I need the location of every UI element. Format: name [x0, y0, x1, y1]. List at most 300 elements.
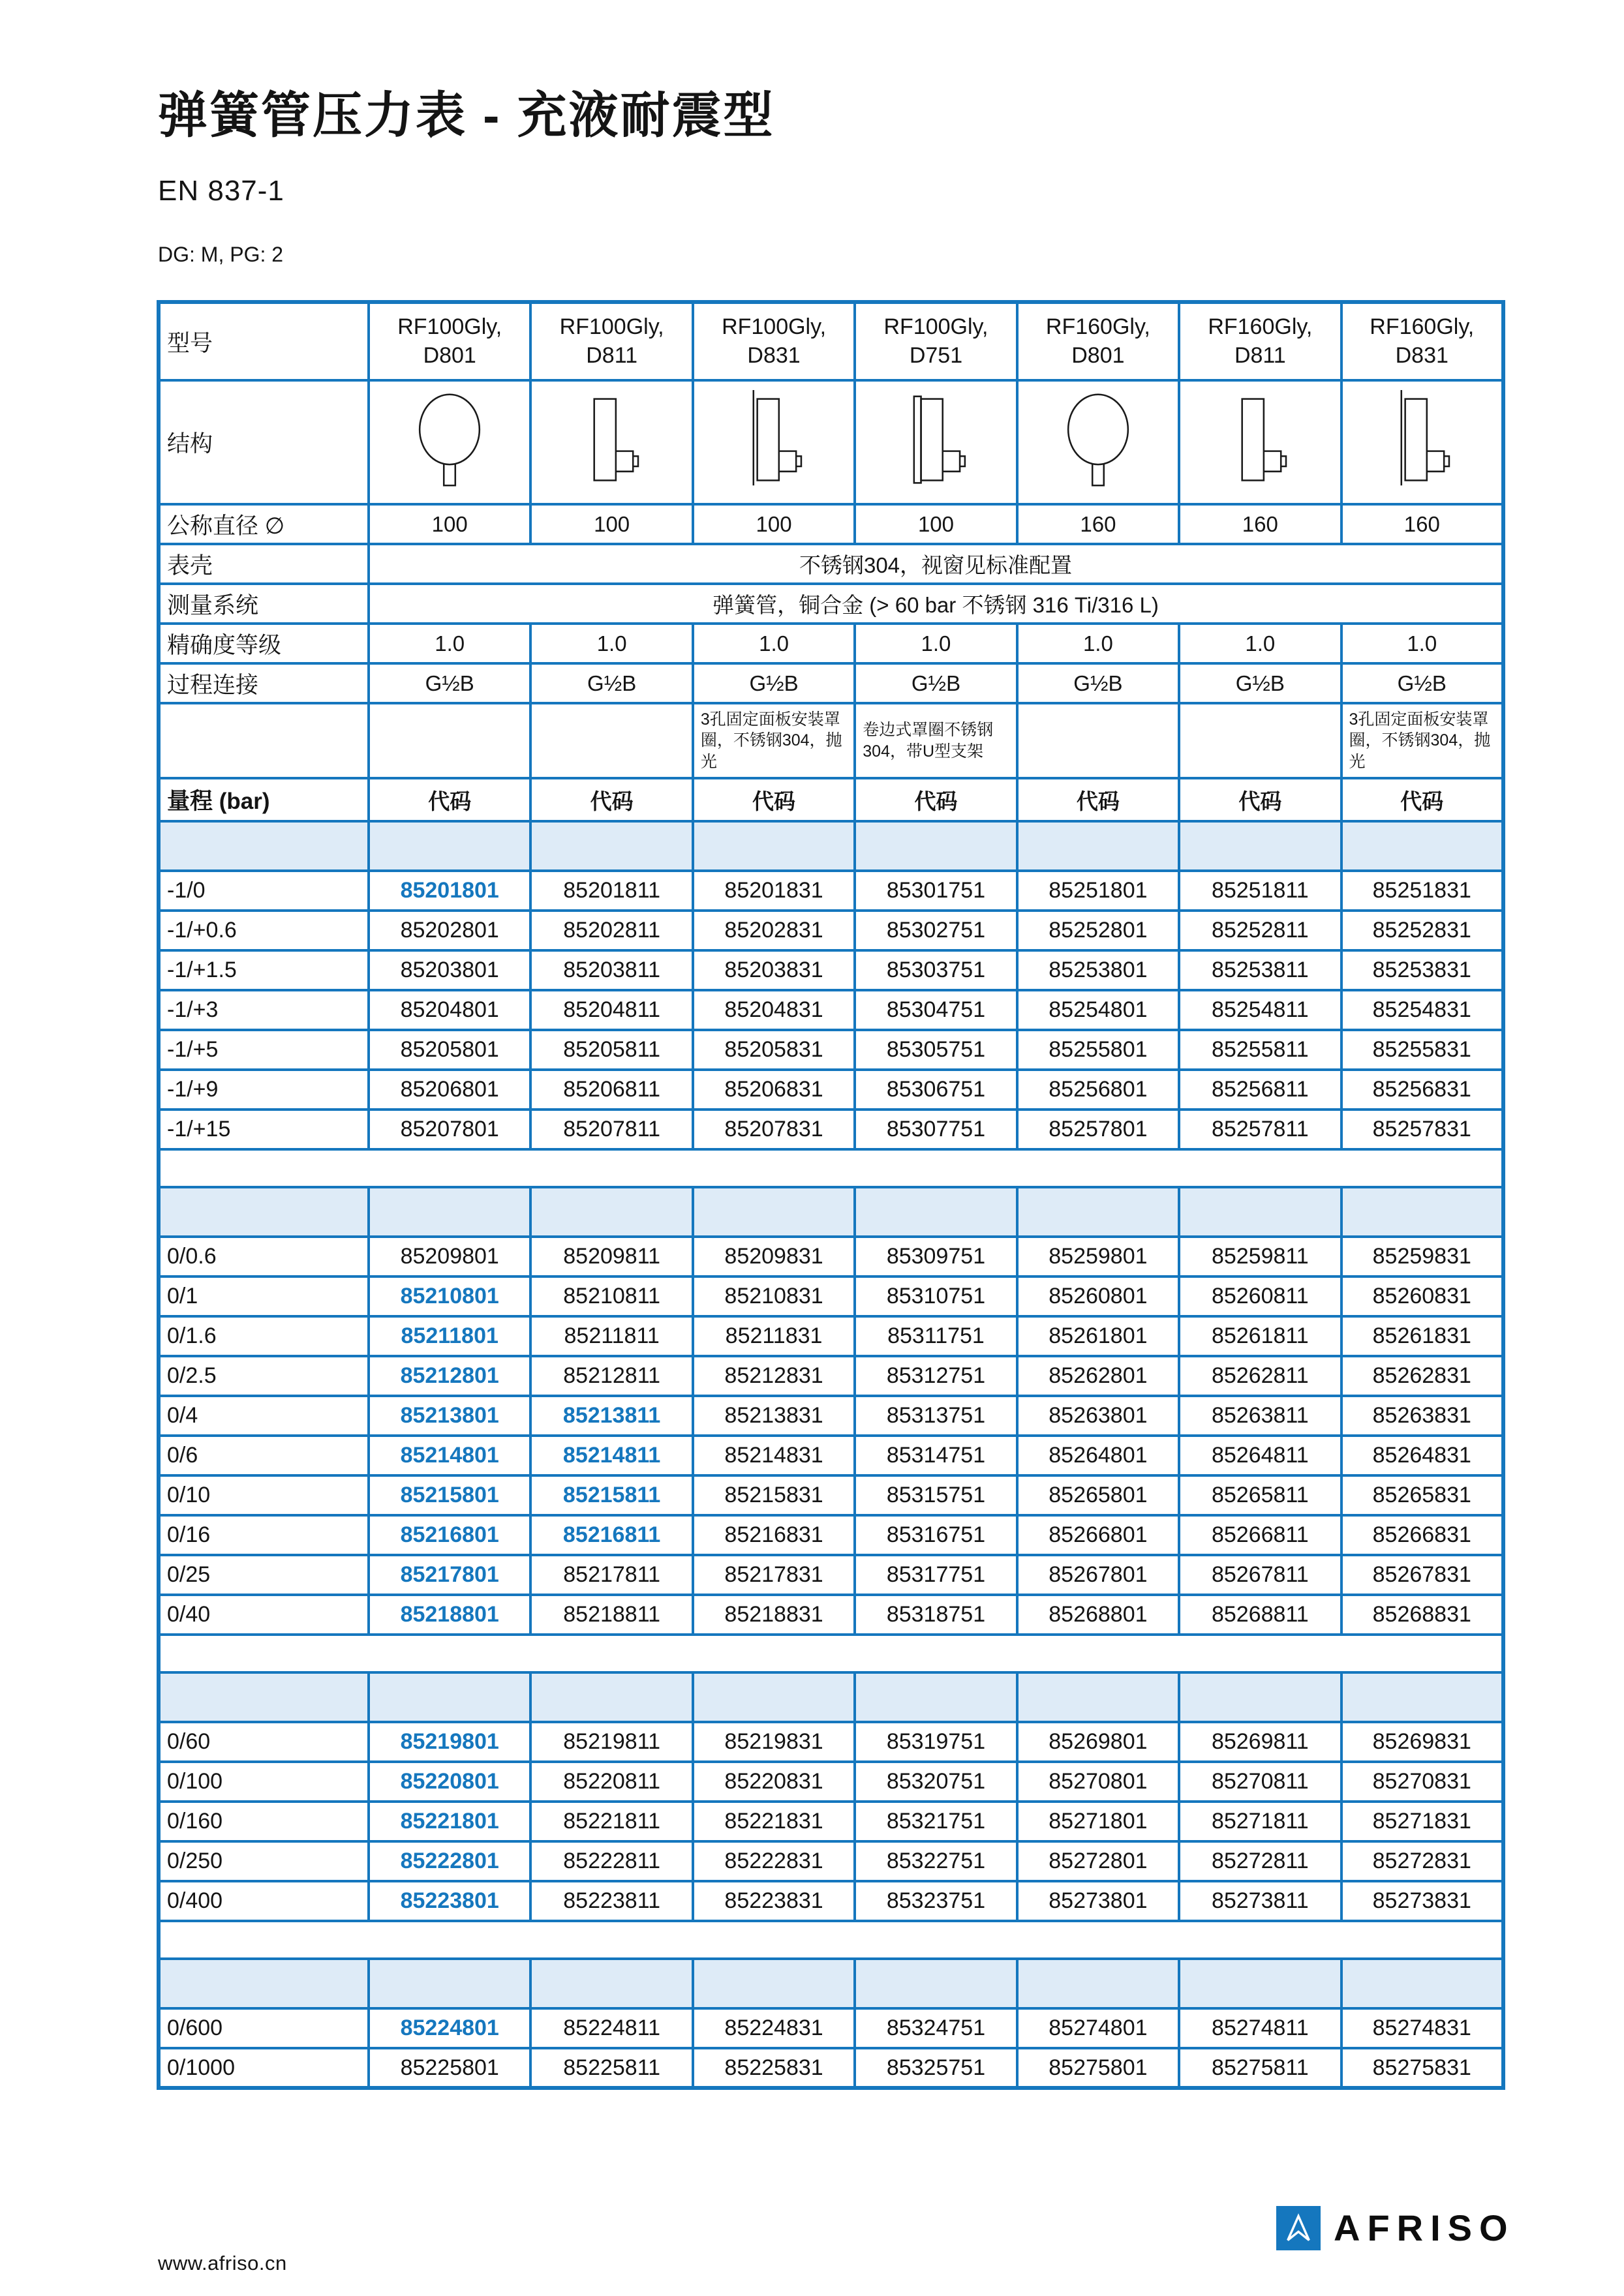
range-row — [159, 1316, 1503, 1356]
column-header-series: RF100Gly, — [559, 314, 664, 339]
order-code: 85305751 — [855, 1030, 1017, 1070]
order-code: 85201801 — [369, 871, 530, 911]
order-code: 85309751 — [855, 1237, 1017, 1276]
group-divider-cell — [1017, 1959, 1179, 2008]
group-divider-cell — [1341, 821, 1503, 871]
range-value: 0/1.6 — [159, 1316, 369, 1356]
group-divider-cell — [855, 1672, 1017, 1722]
spec-value: 1.0 — [1179, 624, 1341, 663]
spec-value: 100 — [369, 504, 530, 544]
order-code: 85264801 — [1017, 1436, 1179, 1475]
order-code: 85266801 — [1017, 1515, 1179, 1555]
order-code: 85263801 — [1017, 1396, 1179, 1436]
group-divider-cell — [530, 1959, 692, 2008]
column-header-series: RF160Gly, — [1370, 314, 1475, 339]
order-code: 85201811 — [530, 871, 692, 911]
order-code: 85207831 — [693, 1110, 855, 1149]
order-code: 85209801 — [369, 1237, 530, 1276]
gauge-side-panel-view-icon — [728, 389, 820, 493]
range-row — [159, 2008, 1503, 2048]
structure-cell — [1179, 380, 1341, 504]
group-gap-cell — [159, 1921, 1503, 1959]
column-header-variant: D811 — [1234, 342, 1286, 368]
order-code: 85268811 — [1179, 1595, 1341, 1635]
order-code: 85264811 — [1179, 1436, 1341, 1475]
order-code: 85270831 — [1341, 1762, 1503, 1802]
range-row — [159, 1595, 1503, 1635]
order-code: 85260801 — [1017, 1276, 1179, 1316]
order-code: 85202811 — [530, 911, 692, 950]
group-divider-cell — [1179, 1187, 1341, 1237]
order-code: 85252831 — [1341, 911, 1503, 950]
range-row — [159, 1515, 1503, 1555]
group-divider-cell — [693, 1959, 855, 2008]
range-value: 0/10 — [159, 1475, 369, 1515]
order-code: 85270801 — [1017, 1762, 1179, 1802]
order-code: 85314751 — [855, 1436, 1017, 1475]
code-header: 代码 — [530, 778, 692, 821]
order-code: 85315751 — [855, 1475, 1017, 1515]
order-code: 85222801 — [369, 1841, 530, 1881]
dg-pg-note: DG: M, PG: 2 — [158, 243, 284, 266]
spec-value: 1.0 — [1017, 624, 1179, 663]
order-code: 85259801 — [1017, 1237, 1179, 1276]
group-gap-row — [159, 1635, 1503, 1672]
order-code: 85207811 — [530, 1110, 692, 1149]
group-divider-cell — [1017, 1187, 1179, 1237]
order-code: 85310751 — [855, 1276, 1017, 1316]
column-header — [530, 302, 692, 380]
order-code: 85223811 — [530, 1881, 692, 1921]
spec-value: 1.0 — [693, 624, 855, 663]
group-divider-cell — [855, 821, 1017, 871]
order-code: 85224801 — [369, 2008, 530, 2048]
order-code: 85206831 — [693, 1070, 855, 1110]
group-divider-cell — [1179, 821, 1341, 871]
code-header: 代码 — [1179, 778, 1341, 821]
group-divider-cell — [530, 821, 692, 871]
order-code: 85206811 — [530, 1070, 692, 1110]
order-code: 85273801 — [1017, 1881, 1179, 1921]
order-code: 85211831 — [693, 1316, 855, 1356]
group-divider-cell — [369, 1187, 530, 1237]
order-code: 85257811 — [1179, 1110, 1341, 1149]
order-code: 85262811 — [1179, 1356, 1341, 1396]
order-code: 85269811 — [1179, 1722, 1341, 1762]
range-row — [159, 950, 1503, 990]
group-divider-row — [159, 1959, 1503, 2008]
order-code: 85216831 — [693, 1515, 855, 1555]
range-header-row — [159, 778, 1503, 821]
order-code: 85217801 — [369, 1555, 530, 1595]
order-code: 85254811 — [1179, 990, 1341, 1030]
group-gap-row — [159, 1149, 1503, 1187]
column-header-series: RF100Gly, — [883, 314, 988, 339]
group-gap-cell — [159, 1635, 1503, 1672]
group-gap-cell — [159, 1149, 1503, 1187]
order-code: 85321751 — [855, 1802, 1017, 1841]
spec-value: G½B — [530, 663, 692, 703]
spec-label-accuracy: 精确度等级 — [159, 624, 369, 663]
order-code: 85213811 — [530, 1396, 692, 1436]
order-code: 85318751 — [855, 1595, 1017, 1635]
note-cell-empty — [1179, 703, 1341, 778]
order-code: 85272801 — [1017, 1841, 1179, 1881]
range-row — [159, 1881, 1503, 1921]
group-divider-cell — [855, 1187, 1017, 1237]
spec-row-diameter — [159, 504, 1503, 544]
order-code: 85253831 — [1341, 950, 1503, 990]
order-code: 85274811 — [1179, 2008, 1341, 2048]
order-code: 85204811 — [530, 990, 692, 1030]
spec-row-measuring-system — [159, 584, 1503, 624]
note-cell-empty — [1017, 703, 1179, 778]
group-divider-cell — [1179, 1672, 1341, 1722]
group-divider-cell — [1341, 1187, 1503, 1237]
order-code: 85267801 — [1017, 1555, 1179, 1595]
note-cell-empty — [369, 703, 530, 778]
order-code: 85252811 — [1179, 911, 1341, 950]
note-cell-empty — [159, 703, 369, 778]
group-divider-cell — [693, 821, 855, 871]
group-divider-cell — [1017, 1672, 1179, 1722]
range-value: 0/1 — [159, 1276, 369, 1316]
spec-row-connection — [159, 663, 1503, 703]
order-code: 85202801 — [369, 911, 530, 950]
order-code: 85255801 — [1017, 1030, 1179, 1070]
range-value: 0/60 — [159, 1722, 369, 1762]
range-row — [159, 1396, 1503, 1436]
model-row — [159, 302, 1503, 380]
structure-cell — [369, 380, 530, 504]
group-divider-cell — [1179, 1959, 1341, 2008]
range-value: -1/+0.6 — [159, 911, 369, 950]
order-code: 85253801 — [1017, 950, 1179, 990]
range-row — [159, 1436, 1503, 1475]
order-code: 85317751 — [855, 1555, 1017, 1595]
order-code: 85324751 — [855, 2008, 1017, 2048]
column-header — [369, 302, 530, 380]
order-code: 85272831 — [1341, 1841, 1503, 1881]
spec-value: G½B — [1341, 663, 1503, 703]
structure-cell — [530, 380, 692, 504]
order-code: 85263831 — [1341, 1396, 1503, 1436]
column-header — [1017, 302, 1179, 380]
order-code: 85271801 — [1017, 1802, 1179, 1841]
order-code: 85251801 — [1017, 871, 1179, 911]
column-header-series: RF160Gly, — [1208, 314, 1313, 339]
note-cell: 卷边式罩圈不锈钢304，带U型支架 — [855, 703, 1017, 778]
order-code: 85265811 — [1179, 1475, 1341, 1515]
ranges-body — [159, 302, 1503, 2088]
spec-label-measuring-system: 测量系统 — [159, 584, 369, 624]
range-value: 0/1000 — [159, 2048, 369, 2088]
order-code: 85255831 — [1341, 1030, 1503, 1070]
order-code: 85268801 — [1017, 1595, 1179, 1635]
column-header — [855, 302, 1017, 380]
order-code: 85268831 — [1341, 1595, 1503, 1635]
group-divider-cell — [159, 821, 369, 871]
column-header-series: RF100Gly, — [397, 314, 502, 339]
range-row — [159, 1722, 1503, 1762]
spec-value: 1.0 — [530, 624, 692, 663]
order-code: 85255811 — [1179, 1030, 1341, 1070]
range-row — [159, 871, 1503, 911]
order-code: 85217811 — [530, 1555, 692, 1595]
order-code: 85215811 — [530, 1475, 692, 1515]
range-row — [159, 2048, 1503, 2088]
spec-value: G½B — [1017, 663, 1179, 703]
order-code: 85225831 — [693, 2048, 855, 2088]
model-label: 型号 — [159, 302, 369, 380]
order-code: 85207801 — [369, 1110, 530, 1149]
spec-value: 160 — [1179, 504, 1341, 544]
footer-website-url[interactable]: www.afriso.cn — [158, 2252, 287, 2274]
range-row — [159, 1762, 1503, 1802]
order-code: 85221811 — [530, 1802, 692, 1841]
afriso-arrow-icon — [1276, 2206, 1321, 2250]
order-code: 85213831 — [693, 1396, 855, 1436]
order-code: 85204801 — [369, 990, 530, 1030]
order-code: 85323751 — [855, 1881, 1017, 1921]
order-code: 85213801 — [369, 1396, 530, 1436]
code-header: 代码 — [369, 778, 530, 821]
group-divider-cell — [1341, 1672, 1503, 1722]
group-divider-cell — [159, 1959, 369, 2008]
spec-value: 160 — [1017, 504, 1179, 544]
order-code: 85265801 — [1017, 1475, 1179, 1515]
order-code: 85256811 — [1179, 1070, 1341, 1110]
order-code: 85252801 — [1017, 911, 1179, 950]
spec-row-accuracy — [159, 624, 1503, 663]
group-divider-cell — [530, 1672, 692, 1722]
order-code: 85270811 — [1179, 1762, 1341, 1802]
order-code: 85211811 — [530, 1316, 692, 1356]
structure-cell — [693, 380, 855, 504]
order-code: 85218831 — [693, 1595, 855, 1635]
order-code: 85221801 — [369, 1802, 530, 1841]
spec-value: 1.0 — [1341, 624, 1503, 663]
gauge-side-view-icon — [1214, 389, 1306, 493]
order-code: 85214831 — [693, 1436, 855, 1475]
range-value: 0/600 — [159, 2008, 369, 2048]
ordering-table — [157, 300, 1505, 2090]
spec-value: G½B — [1179, 663, 1341, 703]
order-code: 85264831 — [1341, 1436, 1503, 1475]
order-code: 85254801 — [1017, 990, 1179, 1030]
range-row — [159, 1555, 1503, 1595]
gauge-side-view-icon — [566, 389, 658, 493]
order-code: 85271811 — [1179, 1802, 1341, 1841]
order-code: 85304751 — [855, 990, 1017, 1030]
structure-row — [159, 380, 1503, 504]
group-divider-row — [159, 1187, 1503, 1237]
order-code: 85212811 — [530, 1356, 692, 1396]
order-code: 85209831 — [693, 1237, 855, 1276]
order-code: 85303751 — [855, 950, 1017, 990]
order-code: 85218811 — [530, 1595, 692, 1635]
structure-label: 结构 — [159, 380, 369, 504]
column-header-variant: D831 — [747, 342, 801, 368]
order-code: 85203831 — [693, 950, 855, 990]
order-code: 85223801 — [369, 1881, 530, 1921]
order-code: 85206801 — [369, 1070, 530, 1110]
order-code: 85261831 — [1341, 1316, 1503, 1356]
range-row — [159, 990, 1503, 1030]
order-code: 85212831 — [693, 1356, 855, 1396]
order-code: 85210801 — [369, 1276, 530, 1316]
order-code: 85269801 — [1017, 1722, 1179, 1762]
spec-value: 1.0 — [369, 624, 530, 663]
order-code: 85262831 — [1341, 1356, 1503, 1396]
range-value: 0/0.6 — [159, 1237, 369, 1276]
group-divider-cell — [159, 1672, 369, 1722]
group-divider-cell — [530, 1187, 692, 1237]
order-code: 85312751 — [855, 1356, 1017, 1396]
spec-value: G½B — [369, 663, 530, 703]
group-divider-cell — [1341, 1959, 1503, 2008]
spec-value: 1.0 — [855, 624, 1017, 663]
notes-row — [159, 703, 1503, 778]
order-code: 85219831 — [693, 1722, 855, 1762]
order-code: 85205811 — [530, 1030, 692, 1070]
order-code: 85265831 — [1341, 1475, 1503, 1515]
order-code: 85306751 — [855, 1070, 1017, 1110]
order-code: 85225801 — [369, 2048, 530, 2088]
spec-value-case: 不锈钢304，视窗见标准配置 — [369, 544, 1503, 584]
group-divider-cell — [369, 1959, 530, 2008]
group-divider-cell — [159, 1187, 369, 1237]
range-row — [159, 1070, 1503, 1110]
column-header-variant: D831 — [1395, 342, 1448, 368]
group-divider-cell — [369, 1672, 530, 1722]
order-code: 85216811 — [530, 1515, 692, 1555]
spec-label-connection: 过程连接 — [159, 663, 369, 703]
column-header — [693, 302, 855, 380]
range-value: -1/+1.5 — [159, 950, 369, 990]
order-code: 85266811 — [1179, 1515, 1341, 1555]
range-value: 0/16 — [159, 1515, 369, 1555]
note-cell: 3孔固定面板安装罩圈，不锈钢304，抛光 — [1341, 703, 1503, 778]
order-code: 85266831 — [1341, 1515, 1503, 1555]
order-code: 85267831 — [1341, 1555, 1503, 1595]
range-row — [159, 911, 1503, 950]
order-code: 85205801 — [369, 1030, 530, 1070]
column-header-variant: D751 — [909, 342, 963, 368]
order-code: 85220801 — [369, 1762, 530, 1802]
order-code: 85322751 — [855, 1841, 1017, 1881]
order-code: 85222831 — [693, 1841, 855, 1881]
order-code: 85261801 — [1017, 1316, 1179, 1356]
order-code: 85220831 — [693, 1762, 855, 1802]
structure-cell — [1017, 380, 1179, 504]
group-divider-cell — [855, 1959, 1017, 2008]
order-code: 85219811 — [530, 1722, 692, 1762]
order-code: 85251831 — [1341, 871, 1503, 911]
spec-value: 100 — [530, 504, 692, 544]
range-row — [159, 1356, 1503, 1396]
range-row — [159, 1276, 1503, 1316]
order-code: 85224811 — [530, 2008, 692, 2048]
order-code: 85261811 — [1179, 1316, 1341, 1356]
order-code: 85215801 — [369, 1475, 530, 1515]
column-header-variant: D801 — [1071, 342, 1125, 368]
order-code: 85257831 — [1341, 1110, 1503, 1149]
range-row — [159, 1030, 1503, 1070]
order-code: 85275801 — [1017, 2048, 1179, 2088]
order-code: 85218801 — [369, 1595, 530, 1635]
order-code: 85214801 — [369, 1436, 530, 1475]
range-value: 0/25 — [159, 1555, 369, 1595]
spec-value: 160 — [1341, 504, 1503, 544]
order-code: 85212801 — [369, 1356, 530, 1396]
order-code: 85274801 — [1017, 2008, 1179, 2048]
range-value: -1/0 — [159, 871, 369, 911]
range-row — [159, 1802, 1503, 1841]
order-code: 85202831 — [693, 911, 855, 950]
order-code: 85259811 — [1179, 1237, 1341, 1276]
order-code: 85217831 — [693, 1555, 855, 1595]
order-code: 85307751 — [855, 1110, 1017, 1149]
order-code: 85274831 — [1341, 2008, 1503, 2048]
order-code: 85271831 — [1341, 1802, 1503, 1841]
order-code: 85273811 — [1179, 1881, 1341, 1921]
spec-value: G½B — [693, 663, 855, 703]
spec-value: 100 — [855, 504, 1017, 544]
range-value: 0/6 — [159, 1436, 369, 1475]
order-code: 85257801 — [1017, 1110, 1179, 1149]
order-code: 85269831 — [1341, 1722, 1503, 1762]
order-code: 85220811 — [530, 1762, 692, 1802]
column-header-series: RF100Gly, — [722, 314, 827, 339]
order-code: 85205831 — [693, 1030, 855, 1070]
order-code: 85210811 — [530, 1276, 692, 1316]
order-code: 85214811 — [530, 1436, 692, 1475]
code-header: 代码 — [1341, 778, 1503, 821]
range-value: 0/250 — [159, 1841, 369, 1881]
range-value: 0/40 — [159, 1595, 369, 1635]
group-divider-cell — [1017, 821, 1179, 871]
range-value: 0/2.5 — [159, 1356, 369, 1396]
order-code: 85263811 — [1179, 1396, 1341, 1436]
order-code: 85316751 — [855, 1515, 1017, 1555]
order-code: 85222811 — [530, 1841, 692, 1881]
order-code: 85311751 — [855, 1316, 1017, 1356]
column-header — [1341, 302, 1503, 380]
structure-cell — [1341, 380, 1503, 504]
order-code: 85256801 — [1017, 1070, 1179, 1110]
order-code: 85272811 — [1179, 1841, 1341, 1881]
order-code: 85313751 — [855, 1396, 1017, 1436]
structure-cell — [855, 380, 1017, 504]
code-header: 代码 — [693, 778, 855, 821]
range-value: -1/+15 — [159, 1110, 369, 1149]
order-code: 85216801 — [369, 1515, 530, 1555]
spec-row-case — [159, 544, 1503, 584]
order-code: 85275811 — [1179, 2048, 1341, 2088]
range-value: 0/400 — [159, 1881, 369, 1921]
gauge-front-view-icon — [1052, 389, 1144, 493]
gauge-front-view-icon — [404, 389, 495, 493]
order-code: 85260811 — [1179, 1276, 1341, 1316]
order-code: 85267811 — [1179, 1555, 1341, 1595]
spec-label-diameter: 公称直径 ∅ — [159, 504, 369, 544]
order-code: 85262801 — [1017, 1356, 1179, 1396]
order-code: 85224831 — [693, 2008, 855, 2048]
note-cell-empty — [530, 703, 692, 778]
order-code: 85219801 — [369, 1722, 530, 1762]
range-value: 0/100 — [159, 1762, 369, 1802]
